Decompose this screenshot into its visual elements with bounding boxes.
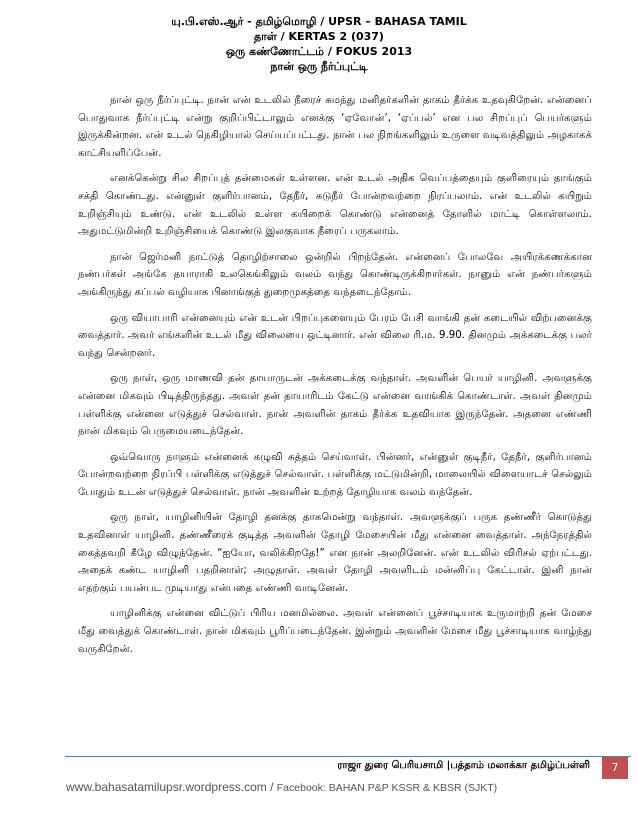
paragraph-5: ஒரு நாள், ஒரு மாணவி தன் தாயாருடன் அக்கடைக்கு வந்தாள். அவளின் பெயர் யாழினி. அவளுக்கு என்னை மிகவும் பிடித்திருந்தது. அவள் தன் தாயாரிடம் கேட்டு என்னை வாங்கிக் கொண்டாள். அவள் தினமும் பள்ளிக்கு என்னை எடுத்துச் செல்வாள். நான் அவளின் தாகம் தீர்க்க உதவியாக இருந்தேன். அதனை எண்ணி நான் மிகவும் பெருமையடைந்தேன்.: [78, 373, 592, 438]
paragraph-1: நான் ஒரு நீர்ப்புட்டி. நான் என் உடலில் நீரைச் சுமந்து மனிதர்களின் தாகம் தீர்க்க உதவுகிறேன். என்னைப் பொதுவாக நீர்ப்புட்டி என்று குறிப்பிட்டாலும் எனக்கு ‘ஏவோன்’, ‘ஏப்பல்’ என பல சிறப்புப் பெயர்களும் இருக்கின்றன. என் உடல் நெகிழியால் செய்யப்பட்டது. நான் பல நிறங்களிலும் உருளை வடிவத்திலும் அழகாகக் காட்சியளிப்பேன்.: [78, 95, 592, 159]
page-number-badge: 7: [602, 757, 628, 779]
paragraph-7: ஒரு நாள், யாழினியின் தோழி தனக்கு தாகமென்று வந்தாள். அவளுக்குப் பருக தண்ணீர் கொடுத்து உதவினாள் யாழினி. தண்ணீரைக் குடித்த அவளின் தோழி மேசையின் மீது என்னை வைத்தாள். அந்நேரத்தில் கைத்தவறி கீழே விழுந்தேன். “ஐயோ, வலிக்கிறதே!” என நான் அலறினேன். என் உடலில் விரிசல் ஏற்பட்டது. அதைக் கண்ட யாழினி பதறினாள்; அழுதாள். அவள் தோழி அவளிடம் மன்னிப்பு கேட்டாள். இனி நான் எதற்கும் பயன்பட முடியாது என்பதை எண்ணி வாடினேன்.: [78, 512, 592, 594]
essay-body: [78, 92, 592, 666]
paragraph-2: எனக்கென்று சில சிறப்புத் தன்மைகள் உள்ளன. என் உடல் அதிக வெப்பத்தையும் குளிரையும் தாங்கும் சக்தி கொண்டது. என்னுள் குளிர்பானம், தேநீர், சுடுநீர் போன்றவற்றை நிரப்பலாம். என் உடலில் கயிறும் உறிஞ்சியும் உண்டு. என் உடலில் உள்ள கயிறைக் கொண்டு என்னைத் தோளில் மாட்டி கொள்ளலாம். அதுமட்டுமின்றி உறிஞ்சியைக் கொண்டு இலகுவாக நீரைப் பருகலாம்.: [78, 173, 592, 238]
header-paper-line: தாள் / KERTAS 2 (037): [254, 30, 384, 43]
header-focus-line: ஒரு கண்ணோட்டம் / FOKUS 2013: [225, 45, 413, 58]
paragraph-4: ஒரு வியாபாரி என்னையும் என் உடன் பிறப்புகளையும் பேரம் பேசி வாங்கி தன் கடையில் விற்பனைக்கு வைத்தார். அவர் எங்களின் உடல் மீது விலையை ஒட்டினார். என் விலை ரி.ம. 9.90. தினமும் அக்கடைக்கு பலர் வந்து சென்றனர்.: [78, 312, 592, 359]
footer-links: [66, 779, 631, 796]
facebook-link[interactable]: Facebook: BAHAN P&P KSSR & KBSR (SJKT): [276, 782, 498, 794]
footer-author: ராஜா துரை பெரியசாமி |பத்தாம் மலாக்கா தமிழ்ப்பள்ளி: [337, 760, 590, 771]
website-link[interactable]: www.bahasatamilupsr.wordpress.com /: [66, 780, 274, 794]
footer-divider: [65, 756, 631, 757]
paragraph-8: யாழினிக்கு என்னை விட்டுப் பிரிய மனமில்லை. அவள் என்னைப் பூச்சாடியாக உருமாற்றி தன் மேசை மீது வைத்துக் கொண்டாள். நான் மிகவும் பூரிப்படைந்தேன். இன்றும் அவளின் மேசை மீது பூச்சாடியாக வாழ்ந்து வருகிறேன்.: [78, 608, 592, 655]
essay-title: நான் ஒரு நீர்ப்புட்டி: [270, 60, 368, 73]
document-header: [0, 14, 638, 74]
header-subject-line: யு.பி.எஸ்.ஆர் - தமிழ்மொழி / UPSR – BAHASA TAMIL: [171, 15, 467, 28]
paragraph-6: ஒவ்வொரு நாளும் என்னைக் கழுவி சுத்தம் செய்வாள். பின்னர், என்னுள் குடிநீர், தேநீர், குளிர்பானம் போன்றவற்றை நிரப்பி பள்ளிக்கு எடுத்துச் செல்வாள். பள்ளிக்கு மட்டுமின்றி, மாலையில் விளையாடச் செல்லும் போதும் உடன் எடுத்துச் செல்வாள். நான் அவளின் உற்றத் தோழியாக வலம் வந்தேன்.: [78, 451, 592, 498]
paragraph-3: நான் ஜெர்மனி நாட்டுத் தொழிற்சாலை ஒன்றில் பிறந்தேன். என்னைப் போலவே அயிரக்கணக்கான நண்பர்கள் அங்கே தயாராகி உலகெங்கிலும் வலம் வந்து கொண்டிருக்கிறார்கள். நானும் என் நண்பர்களும் அங்கிருந்து கப்பல் வழியாக பினாங்குத் துறைமுகத்தை வந்தடைந்தோம்.: [78, 251, 592, 298]
